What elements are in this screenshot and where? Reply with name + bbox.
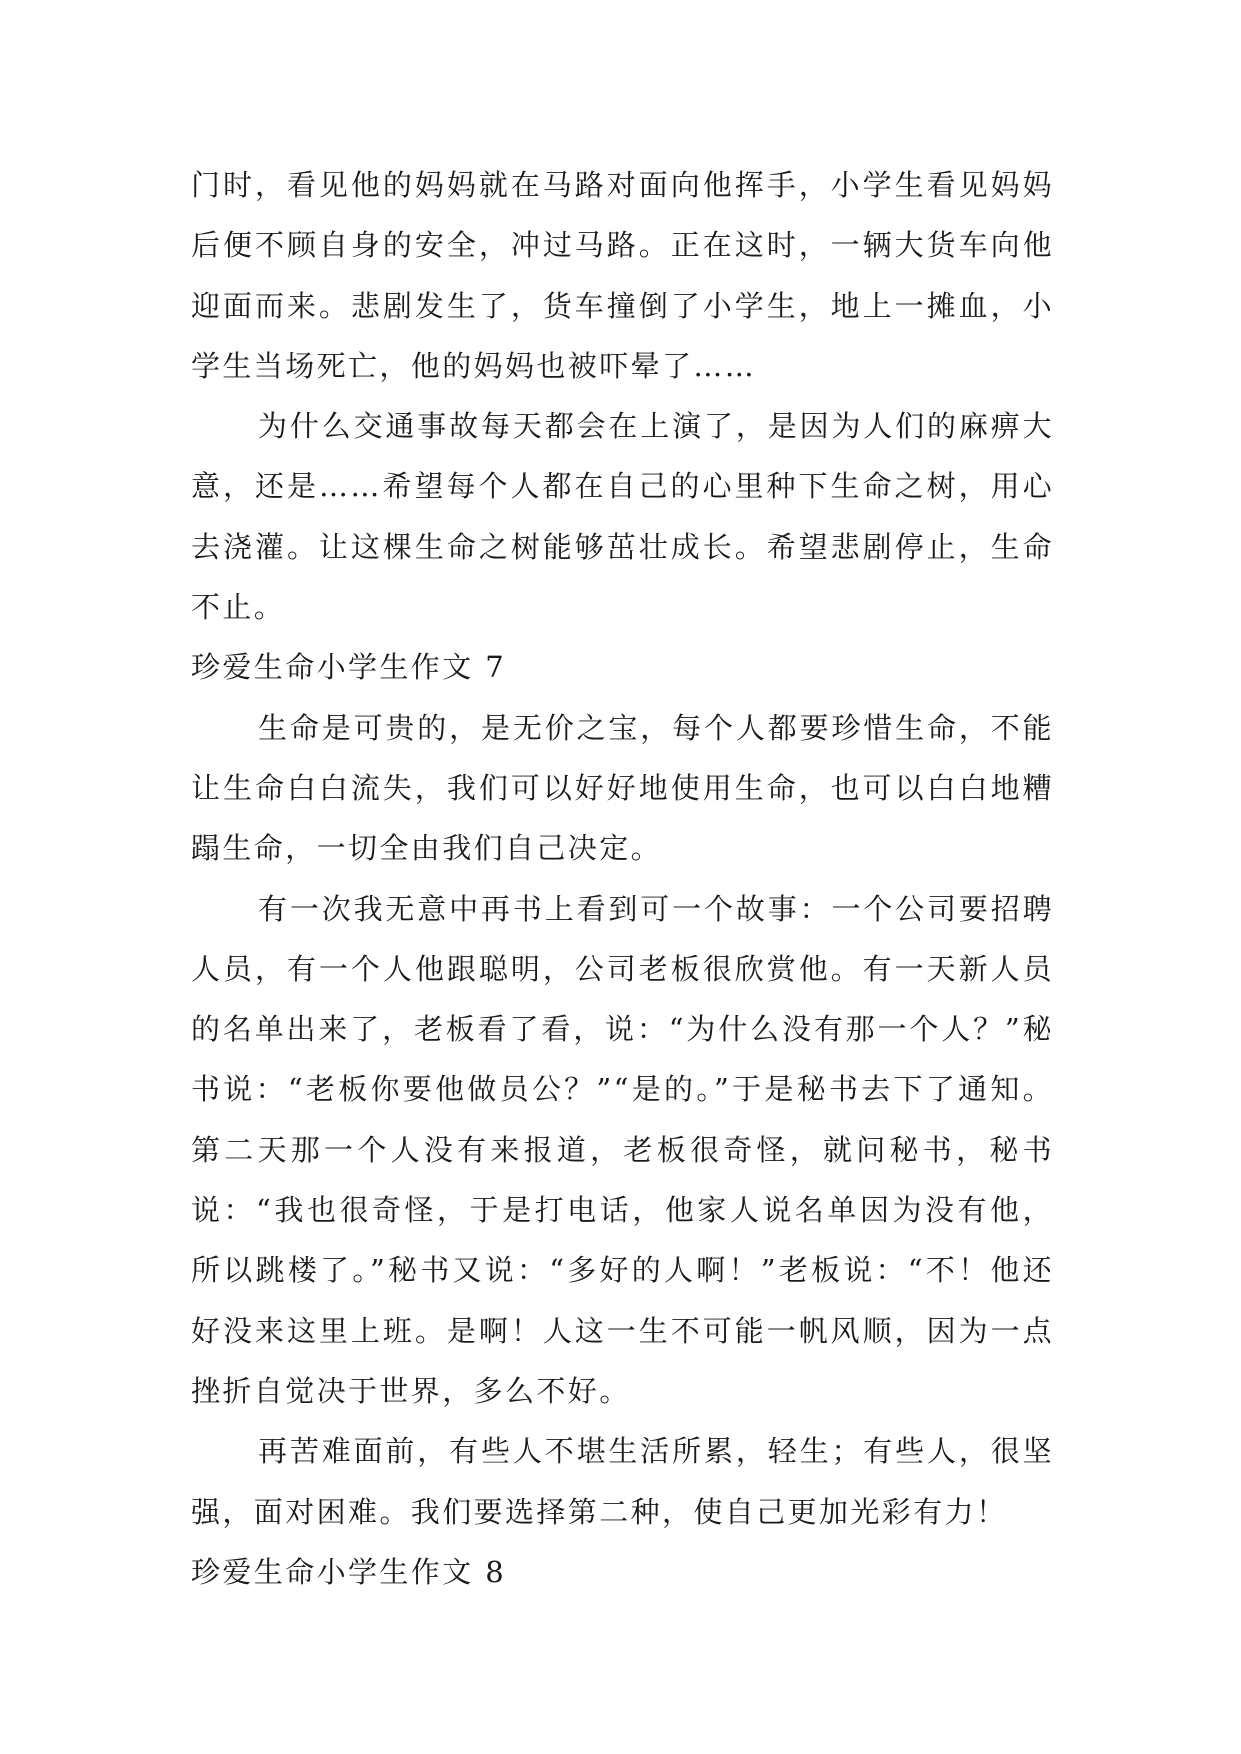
paragraph-2: 为什么交通事故每天都会在上演了，是因为人们的麻痹大意，还是……希望每个人都在自己的心里种下生命之树，用心去浇灌。让这棵生命之树能够茁壮成长。希望悲剧停止，生命不止。 <box>191 409 1054 625</box>
paragraph-4: 有一次我无意中再书上看到可一个故事：一个公司要招聘人员，有一个人他跟聪明，公司老板很欣赏他。有一天新人员的名单出来了，老板看了看，说：“为什么没有那一个人？”秘书说：“老板你要他做员公？”“是的。”于是秘书去下了通知。第二天那一个人没有来报道，老板很奇怪，就问秘书，秘书说：“我也很奇怪，于是打电话，他家人说名单因为没有他，所以跳楼了。”秘书又说：“多好的人啊！”老板说：“不！他还好没来这里上班。是啊！人这一生不可能一帆风顺，因为一点挫折自觉决于世界，多么不好。 <box>191 891 1054 1408</box>
document-body <box>191 155 1054 1602</box>
paragraph-5: 再苦难面前，有些人不堪生活所累，轻生；有些人，很坚强，面对困难。我们要选择第二种，使自己更加光彩有力！ <box>191 1434 1054 1529</box>
section-heading-7: 珍爱生命小学生作文 7 <box>191 650 507 685</box>
paragraph-1: 门时，看见他的妈妈就在马路对面向他挥手，小学生看见妈妈后便不顾自身的安全，冲过马路。正在这时，一辆大货车向他迎面而来。悲剧发生了，货车撞倒了小学生，地上一摊血，小学生当场死亡，他的妈妈也被吓晕了…… <box>191 168 1054 383</box>
paragraph-3: 生命是可贵的，是无价之宝，每个人都要珍惜生命，不能让生命白白流失，我们可以好好地使用生命，也可以白白地糟蹋生命，一切全由我们自己决定。 <box>191 710 1054 866</box>
section-heading-8: 珍爱生命小学生作文 8 <box>191 1554 507 1589</box>
